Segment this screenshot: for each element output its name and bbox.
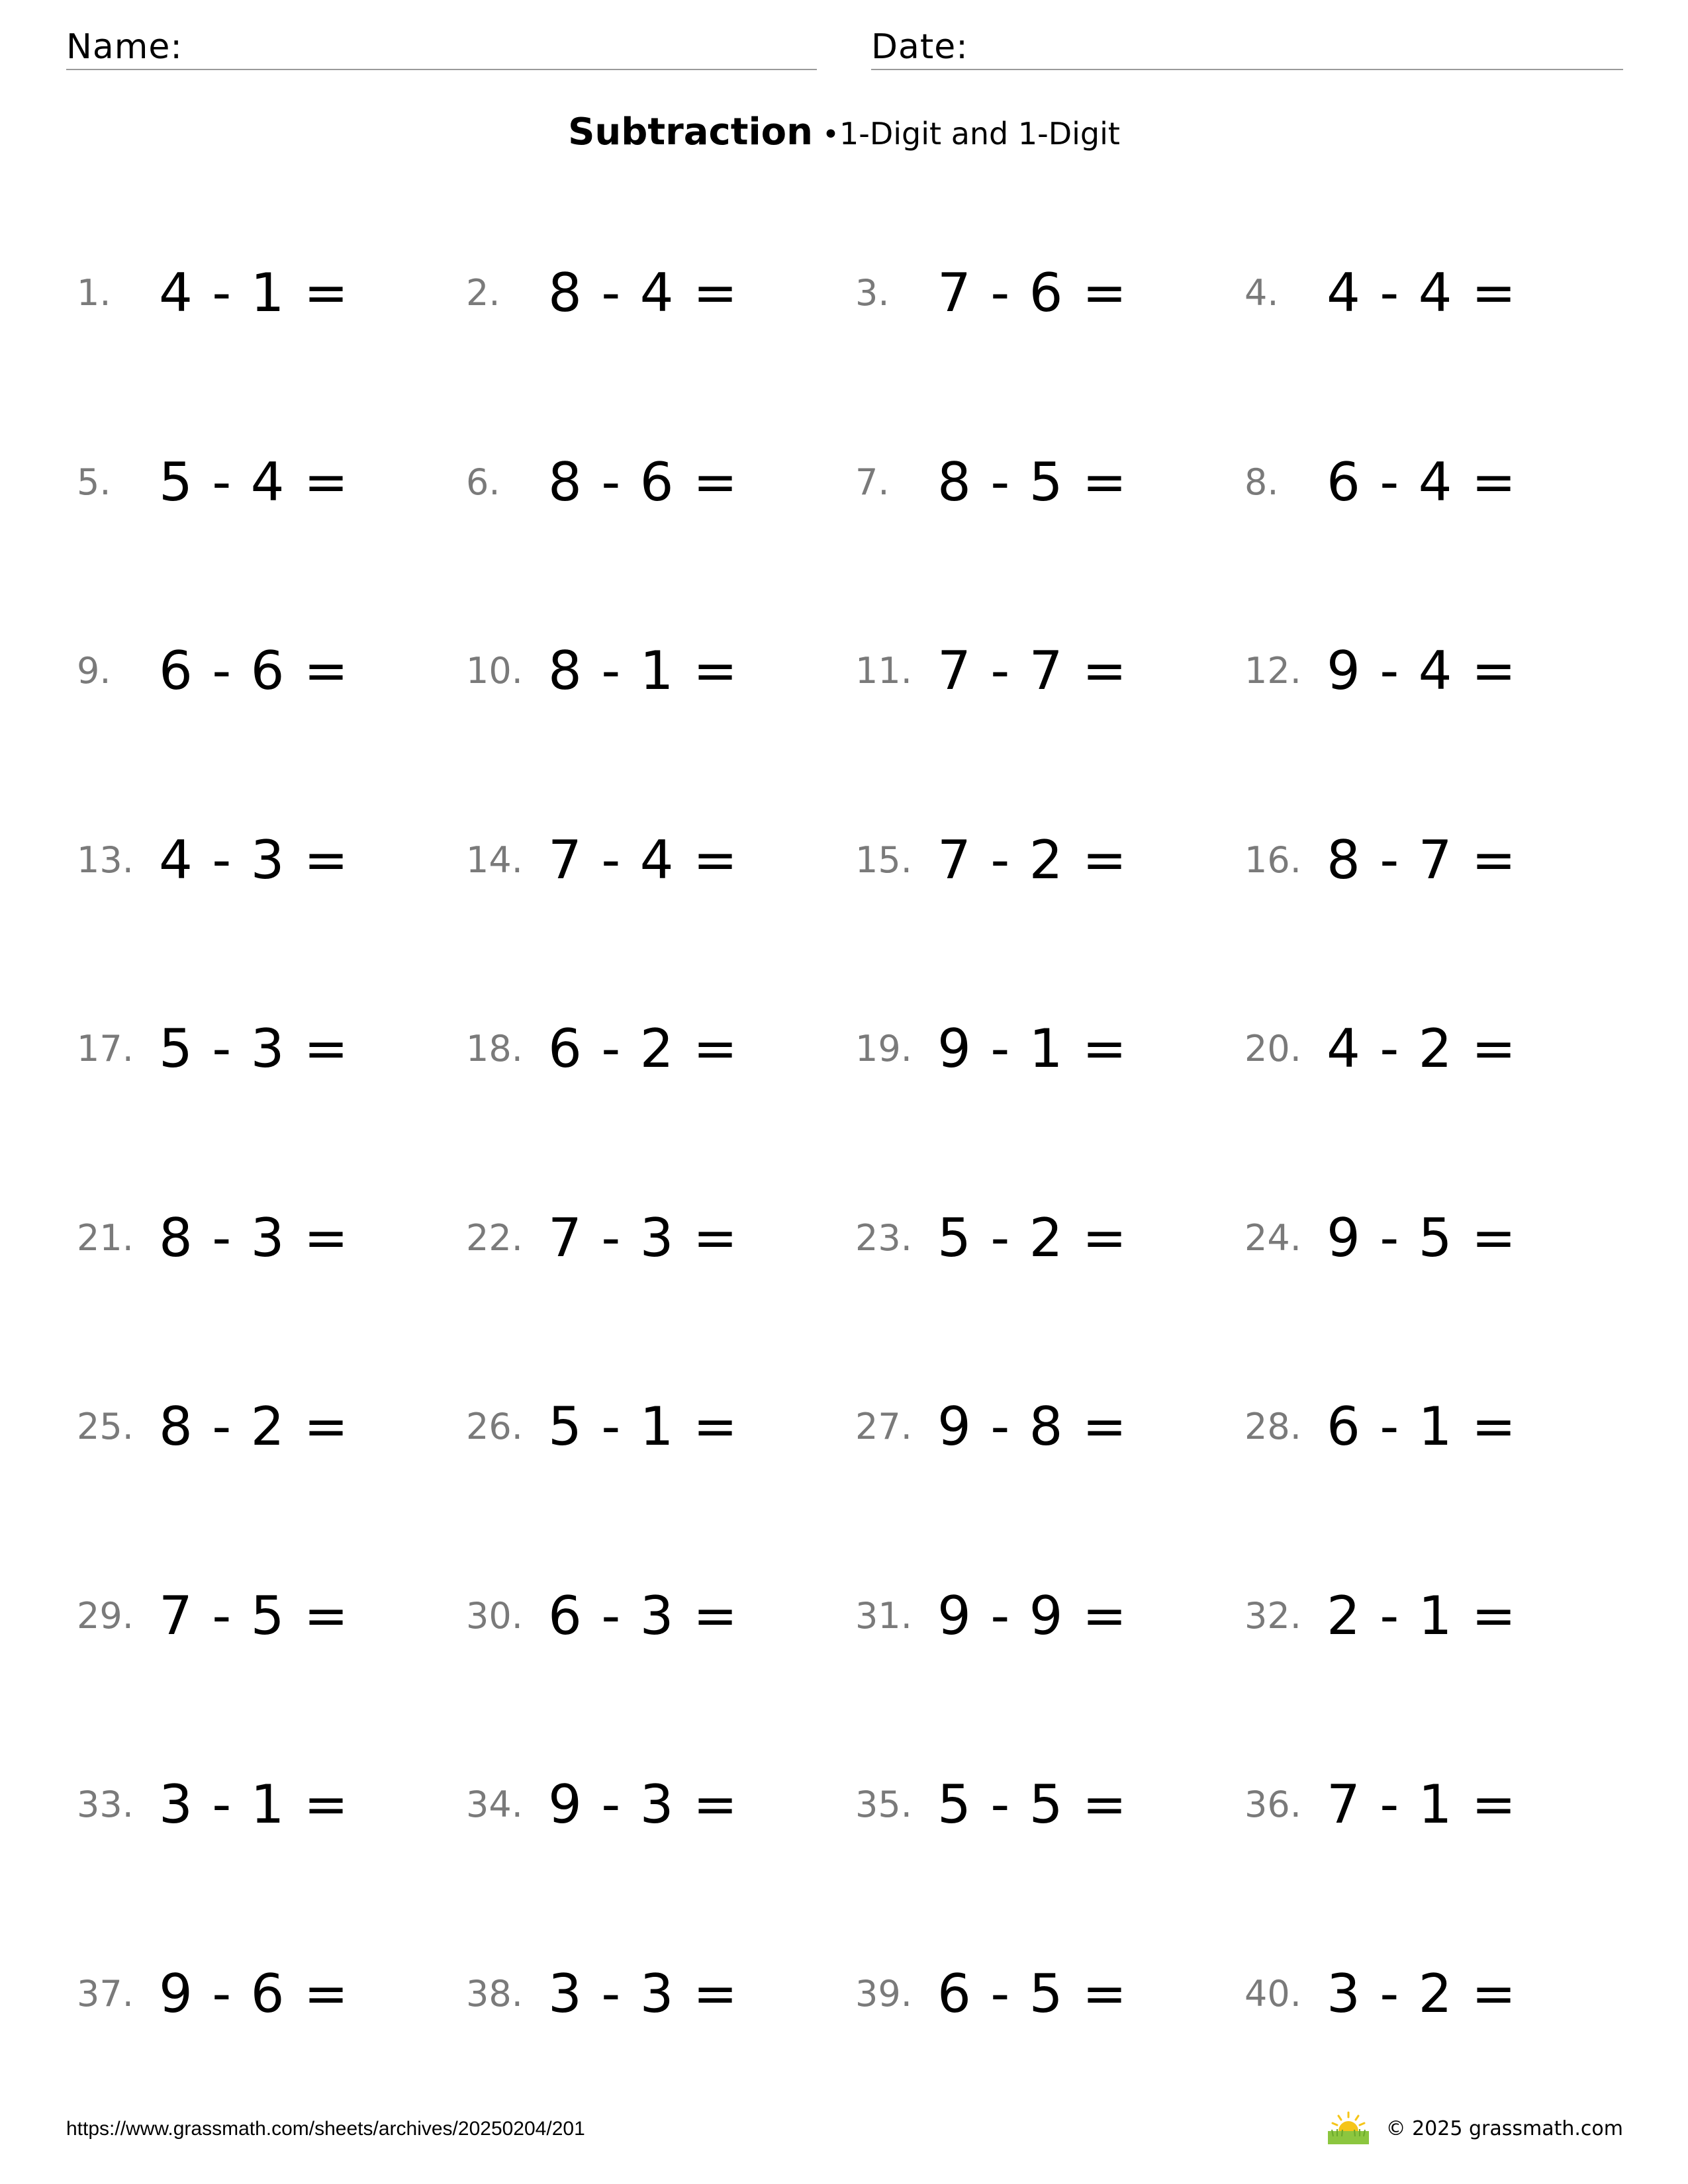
- problem-expression: 7 - 5 =: [159, 1584, 348, 1647]
- problem-item: [77, 1192, 461, 1285]
- problem-expression: 9 - 5 =: [1327, 1206, 1516, 1269]
- title-bullet: •: [822, 118, 839, 152]
- name-field[interactable]: [66, 25, 817, 70]
- problem-expression: 8 - 5 =: [937, 451, 1127, 513]
- problem-number: 38.: [466, 1972, 523, 2015]
- date-field[interactable]: [871, 25, 1623, 70]
- problem-item: [77, 1758, 461, 1851]
- problem-number: 40.: [1244, 1972, 1301, 2015]
- problem-expression: 9 - 6 =: [159, 1962, 348, 2025]
- problem-expression: 6 - 4 =: [1327, 451, 1516, 513]
- problem-expression: 8 - 7 =: [1327, 829, 1516, 891]
- problem-number: 34.: [466, 1784, 523, 1825]
- problem-item: [855, 625, 1239, 717]
- problem-number: 10.: [466, 650, 523, 692]
- problem-expression: 3 - 3 =: [548, 1962, 737, 2025]
- problem-item: [1244, 1381, 1628, 1473]
- problem-item: [855, 1758, 1239, 1851]
- date-label: Date:: [871, 27, 968, 67]
- problem-item: [466, 1192, 850, 1285]
- problem-item: [77, 1948, 461, 2040]
- problem-item: [855, 247, 1239, 340]
- problem-number: 28.: [1244, 1406, 1301, 1447]
- problem-item: [1244, 1758, 1628, 1851]
- problem-item: [466, 625, 850, 717]
- problem-number: 13.: [77, 839, 134, 881]
- problem-item: [855, 436, 1239, 529]
- problem-expression: 4 - 2 =: [1327, 1018, 1516, 1079]
- problem-number: 33.: [77, 1784, 134, 1825]
- problem-expression: 5 - 3 =: [159, 1018, 348, 1079]
- header: [66, 25, 1623, 69]
- problem-expression: 8 - 2 =: [159, 1396, 348, 1457]
- title-subtitle: 1-Digit and 1-Digit: [839, 116, 1120, 152]
- problem-number: 19.: [855, 1028, 912, 1069]
- problem-item: [77, 436, 461, 529]
- problem-number: 14.: [466, 839, 523, 881]
- problem-expression: 8 - 1 =: [548, 640, 737, 702]
- problem-expression: 6 - 1 =: [1327, 1396, 1516, 1457]
- problem-expression: 3 - 2 =: [1327, 1962, 1516, 2025]
- footer-right: [1325, 2109, 1623, 2148]
- problem-number: 6.: [466, 461, 500, 503]
- problem-item: [77, 625, 461, 717]
- problem-number: 3.: [855, 272, 890, 314]
- problem-item: [466, 814, 850, 907]
- problem-item: [1244, 625, 1628, 717]
- footer-copyright: © 2025 grassmath.com: [1385, 2116, 1623, 2140]
- problem-expression: 7 - 6 =: [937, 262, 1127, 324]
- problem-item: [466, 1570, 850, 1662]
- problem-number: 21.: [77, 1216, 134, 1259]
- grass-sun-logo-icon: [1325, 2110, 1372, 2147]
- problem-expression: 6 - 5 =: [937, 1962, 1127, 2025]
- problem-item: [466, 247, 850, 340]
- problem-item: [1244, 1948, 1628, 2040]
- problem-item: [1244, 247, 1628, 340]
- problem-item: [77, 1003, 461, 1095]
- problem-item: [466, 436, 850, 529]
- problem-expression: 6 - 6 =: [159, 640, 348, 702]
- problem-expression: 9 - 8 =: [937, 1396, 1127, 1457]
- problem-number: 9.: [77, 650, 111, 692]
- problem-expression: 9 - 1 =: [937, 1018, 1127, 1079]
- problem-expression: 5 - 4 =: [159, 451, 348, 513]
- problem-number: 1.: [77, 272, 111, 314]
- problem-expression: 7 - 3 =: [548, 1206, 737, 1269]
- problem-number: 35.: [855, 1784, 912, 1825]
- worksheet-title: [0, 101, 1688, 173]
- problem-item: [855, 1003, 1239, 1095]
- problem-number: 18.: [466, 1028, 523, 1069]
- problem-expression: 9 - 3 =: [548, 1774, 737, 1835]
- problem-item: [77, 247, 461, 340]
- problem-number: 32.: [1244, 1594, 1301, 1637]
- problem-number: 29.: [77, 1594, 134, 1637]
- problem-item: [855, 1570, 1239, 1662]
- problem-number: 4.: [1244, 272, 1279, 314]
- problem-expression: 7 - 4 =: [548, 829, 737, 891]
- title-main: Subtraction: [568, 111, 814, 154]
- problem-item: [1244, 814, 1628, 907]
- problem-number: 12.: [1244, 650, 1301, 692]
- problem-item: [1244, 1192, 1628, 1285]
- problem-item: [466, 1003, 850, 1095]
- problem-number: 7.: [855, 461, 890, 503]
- problem-item: [855, 1381, 1239, 1473]
- problem-number: 27.: [855, 1406, 912, 1447]
- name-label: Name:: [66, 27, 183, 67]
- problem-number: 24.: [1244, 1216, 1301, 1259]
- problem-number: 17.: [77, 1028, 134, 1069]
- problem-expression: 7 - 2 =: [937, 829, 1127, 891]
- problem-number: 15.: [855, 839, 912, 881]
- problem-expression: 6 - 2 =: [548, 1018, 737, 1079]
- problem-expression: 2 - 1 =: [1327, 1584, 1516, 1647]
- problem-number: 8.: [1244, 461, 1279, 503]
- problem-expression: 5 - 2 =: [937, 1206, 1127, 1269]
- problem-number: 31.: [855, 1594, 912, 1637]
- problem-item: [77, 1570, 461, 1662]
- problem-expression: 8 - 4 =: [548, 262, 737, 324]
- problem-item: [1244, 1003, 1628, 1095]
- problem-number: 20.: [1244, 1028, 1301, 1069]
- footer-url: https://www.grassmath.com/sheets/archives/20250204/201: [66, 2118, 585, 2140]
- problem-item: [1244, 436, 1628, 529]
- problem-number: 22.: [466, 1216, 523, 1259]
- problem-item: [77, 814, 461, 907]
- problem-expression: 6 - 3 =: [548, 1584, 737, 1647]
- problem-expression: 3 - 1 =: [159, 1774, 348, 1835]
- problem-number: 37.: [77, 1972, 134, 2015]
- problem-expression: 9 - 9 =: [937, 1584, 1127, 1647]
- problem-number: 23.: [855, 1216, 912, 1259]
- problem-item: [855, 1192, 1239, 1285]
- problem-expression: 8 - 6 =: [548, 451, 737, 513]
- problem-expression: 4 - 1 =: [159, 262, 348, 324]
- problem-number: 11.: [855, 650, 912, 692]
- problem-item: [466, 1758, 850, 1851]
- problem-expression: 5 - 1 =: [548, 1396, 737, 1457]
- problem-expression: 7 - 1 =: [1327, 1774, 1516, 1835]
- problem-expression: 8 - 3 =: [159, 1206, 348, 1269]
- problem-expression: 5 - 5 =: [937, 1774, 1127, 1835]
- problem-number: 39.: [855, 1972, 912, 2015]
- problem-item: [855, 1948, 1239, 2040]
- problem-grid: [77, 247, 1634, 2140]
- problem-number: 30.: [466, 1594, 523, 1637]
- problem-number: 26.: [466, 1406, 523, 1447]
- problem-number: 5.: [77, 461, 111, 503]
- problem-number: 2.: [466, 272, 500, 314]
- problem-number: 25.: [77, 1406, 134, 1447]
- problem-item: [855, 814, 1239, 907]
- problem-item: [466, 1948, 850, 2040]
- problem-item: [1244, 1570, 1628, 1662]
- problem-expression: 9 - 4 =: [1327, 640, 1516, 702]
- problem-number: 16.: [1244, 839, 1301, 881]
- problem-number: 36.: [1244, 1784, 1301, 1825]
- problem-item: [466, 1381, 850, 1473]
- problem-expression: 4 - 3 =: [159, 829, 348, 891]
- problem-expression: 4 - 4 =: [1327, 262, 1516, 324]
- problem-item: [77, 1381, 461, 1473]
- problem-expression: 7 - 7 =: [937, 640, 1127, 702]
